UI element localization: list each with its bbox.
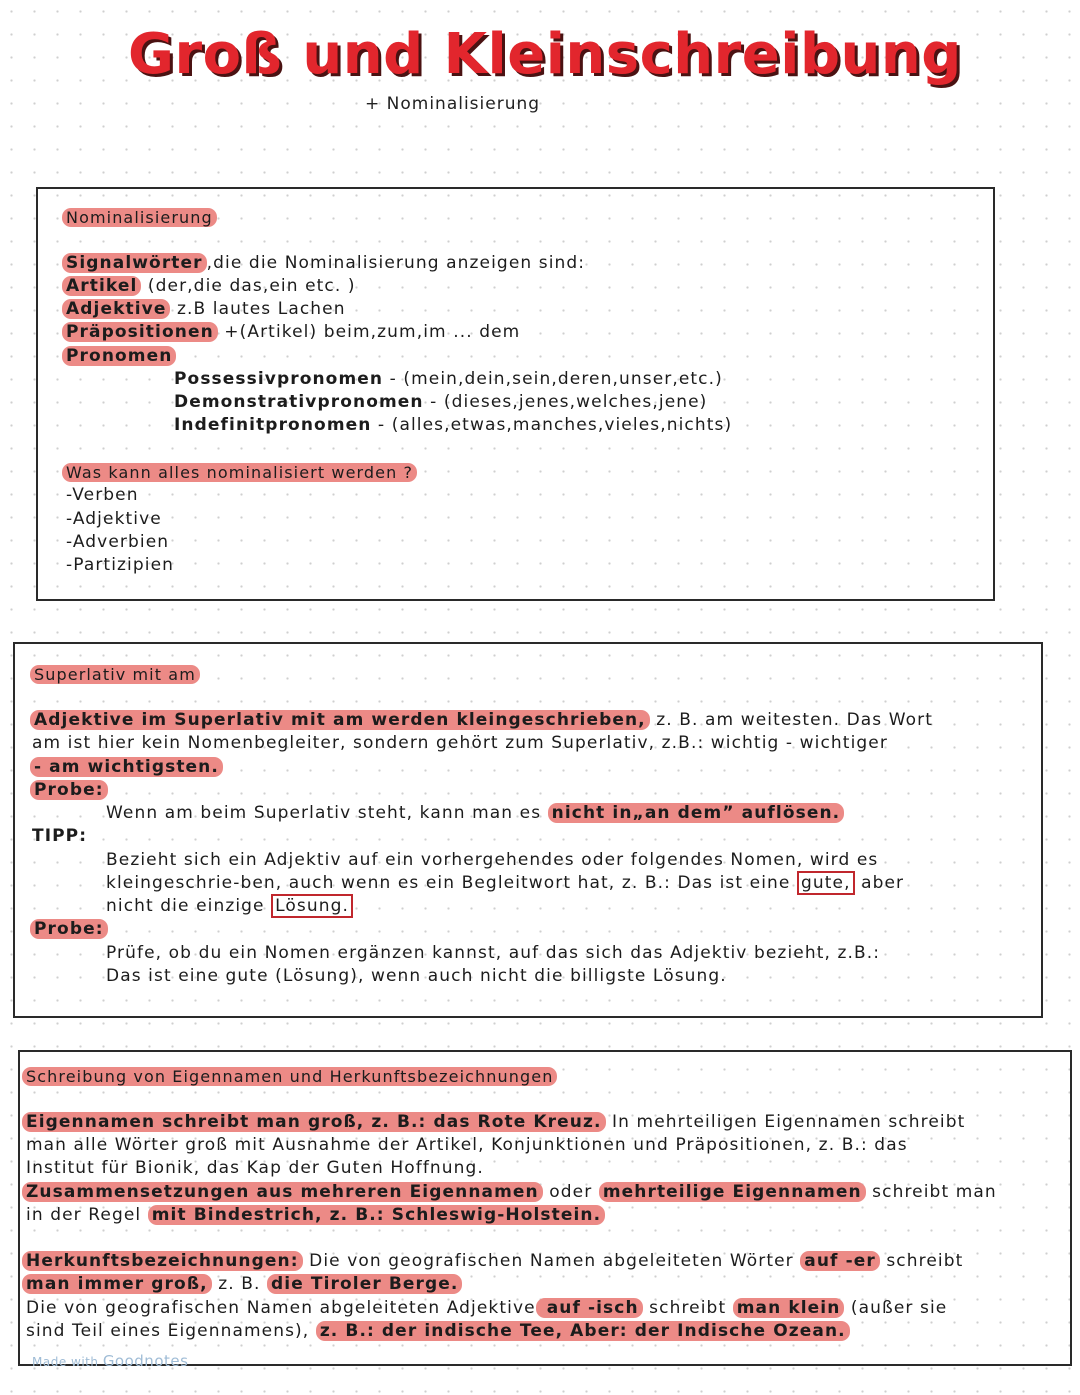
demonstrativpronomen-line: Demonstrativpronomen - (dieses,jenes,welches,jene) [174, 392, 708, 412]
superlativ-text-line: am ist hier kein Nomenbegleiter, sondern gehört zum Superlativ, z.B.: wichtig - wichtiger [32, 733, 888, 753]
list-item: -Adverbien [66, 532, 170, 552]
praepositionen-line: Präpositionen +(Artikel) beim,zum,im ... dem [62, 321, 520, 344]
probe-text: Das ist eine gute (Lösung), wenn auch nicht die billigste Lösung. [106, 966, 727, 986]
indefinitpronomen-line: Indefinitpronomen - (alles,etwas,manches,vieles,nichts) [174, 415, 733, 435]
artikel-line: Artikel (der,die das,ein etc. ) [62, 275, 356, 298]
probe-label: Probe: [30, 918, 108, 941]
list-item: -Adjektive [66, 509, 162, 529]
eigennamen-text-line: in der Regel mit Bindestrich, z. B.: Schleswig-Holstein. [26, 1204, 605, 1227]
eigennamen-text-line: Zusammensetzungen aus mehreren Eigennamen oder mehrteilige Eigennamen schreibt man [22, 1181, 997, 1204]
page-subtitle: + Nominalisierung [365, 94, 541, 114]
probe-text: Wenn am beim Superlativ steht, kann man es nicht in„an dem” auflösen. [106, 802, 844, 825]
eigennamen-text-line: Eigennamen schreibt man groß, z. B.: das Rote Kreuz. In mehrteiligen Eigennamen schreibt [22, 1111, 965, 1134]
possessivpronomen-line: Possessivpronomen - (mein,dein,sein,deren,unser,etc.) [174, 369, 723, 389]
superlativ-text-line: - am wichtigsten. [30, 756, 223, 779]
tipp-text-line: nicht die einzige Lösung. [106, 895, 353, 918]
eigennamen-text-line: man alle Wörter groß mit Ausnahme der Artikel, Konjunktionen und Präpositionen, z. B.: das [26, 1135, 908, 1155]
herkunft-text-line: man immer groß, z. B. die Tiroler Berge. [22, 1273, 462, 1296]
adjektive-line: Adjektive z.B lautes Lachen [62, 298, 346, 321]
boxed-word: gute, [797, 871, 855, 895]
tipp-text-line: Bezieht sich ein Adjektiv auf ein vorhergehendes oder folgendes Nomen, wird es [106, 850, 879, 870]
boxed-word: Lösung. [271, 894, 353, 918]
superlativ-text-line: Adjektive im Superlativ mit am werden kleingeschrieben, z. B. am weitesten. Das Wort [30, 709, 933, 732]
list-item: -Verben [66, 485, 139, 505]
nominalisierung-heading: Nominalisierung [62, 206, 217, 229]
probe-label: Probe: [30, 779, 108, 802]
list-item: -Partizipien [66, 555, 175, 575]
pronomen-line: Pronomen [62, 345, 176, 368]
eigennamen-text-line: Institut für Bionik, das Kap der Guten Hoffnung. [26, 1158, 484, 1178]
signalwoerter-line: Signalwörter ,die die Nominalisierung anzeigen sind: [62, 252, 585, 275]
herkunft-text-line: Die von geografischen Namen abgeleiteten Adjektive auf -isch schreibt man klein (außer sie [26, 1298, 948, 1318]
eigennamen-heading: Schreibung von Eigennamen und Herkunftsbezeichnungen [22, 1065, 557, 1088]
superlativ-heading: Superlativ mit am [30, 663, 200, 686]
herkunft-text-line: Herkunftsbezeichnungen: Die von geografischen Namen abgeleiteten Wörter auf -er schreibt [22, 1250, 963, 1273]
nominalisierbar-question: Was kann alles nominalisiert werden ? [62, 461, 417, 484]
herkunft-text-line: sind Teil eines Eigennamens), z. B.: der indische Tee, Aber: der Indische Ozean. [26, 1320, 850, 1343]
probe-text: Prüfe, ob du ein Nomen ergänzen kannst, auf das sich das Adjektiv bezieht, z.B.: [106, 943, 881, 963]
tipp-text-line: kleingeschrie-ben, auch wenn es ein Begleitwort hat, z. B.: Das ist eine gute, aber [106, 873, 905, 893]
goodnotes-watermark: Made with Goodnotes [32, 1352, 189, 1370]
page-title: Groß und Kleinschreibung [128, 22, 962, 87]
tipp-label: TIPP: [32, 826, 88, 846]
